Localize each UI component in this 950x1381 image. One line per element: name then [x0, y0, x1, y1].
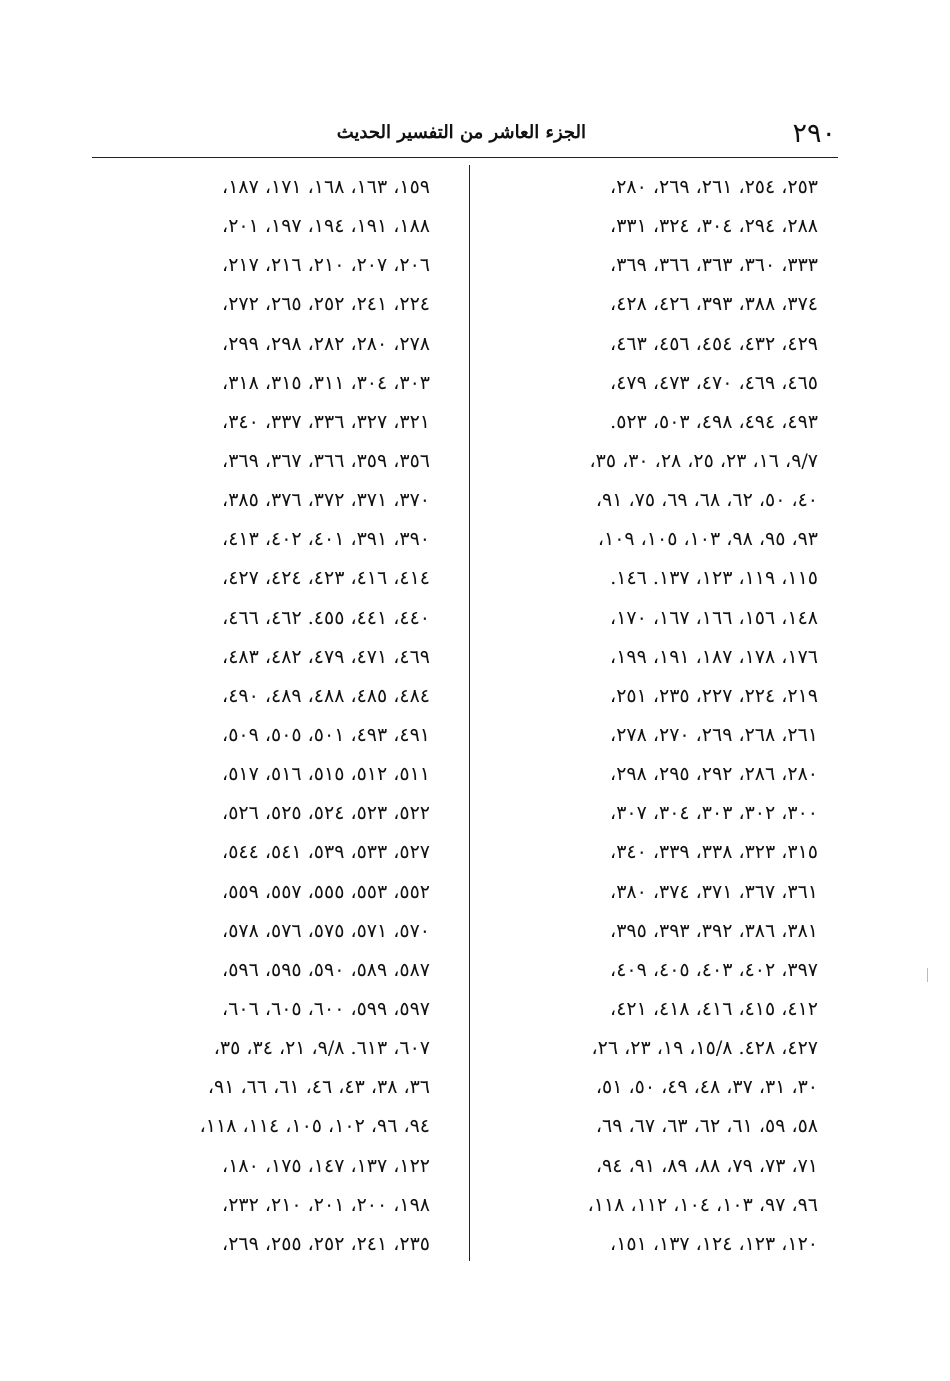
scan-artifact: [927, 968, 928, 982]
index-line: ٤١٤، ٤١٦، ٤٢٣، ٤٢٤، ٤٢٧،: [222, 567, 430, 590]
index-line: ٧١، ٧٣، ٧٩، ٨٨، ٨٩، ٩١، ٩٤،: [595, 1154, 818, 1177]
index-line: ٣٩٧، ٤٠٢، ٤٠٣، ٤٠٥، ٤٠٩،: [610, 958, 818, 981]
index-line: ٢٧٨، ٢٨٠، ٢٨٢، ٢٩٨، ٢٩٩،: [222, 332, 430, 355]
index-line: ٣٨١، ٣٨٦، ٣٩٢، ٣٩٣، ٣٩٥،: [610, 919, 818, 942]
index-line: ٤٦٩، ٤٧١، ٤٧٩، ٤٨٢، ٤٨٣،: [222, 645, 430, 668]
index-line: ٥٧٠، ٥٧١، ٥٧٥، ٥٧٦، ٥٧٨،: [222, 919, 430, 942]
index-line: ٢٦١، ٢٦٨، ٢٦٩، ٢٧٠، ٢٧٨،: [610, 723, 818, 746]
index-line: ٢١٩، ٢٢٤، ٢٢٧، ٢٣٥، ٢٥١،: [610, 684, 818, 707]
index-line: ٥٥٢، ٥٥٣، ٥٥٥، ٥٥٧، ٥٥٩،: [222, 880, 430, 903]
index-line: ٣٣٣، ٣٦٠، ٣٦٣، ٣٦٦، ٣٦٩،: [610, 254, 818, 277]
index-line: ٩٦، ٩٧، ١٠٣، ١٠٤، ١١٢، ١١٨،: [587, 1193, 818, 1216]
index-line: ٤٤٠، ٤٤١، ٤٥٥. ٤٦٢، ٤٦٦،: [222, 606, 430, 629]
index-line: ١٥٩، ١٦٣، ١٦٨، ١٧١، ١٨٧،: [222, 176, 430, 198]
index-line: ١٢٠، ١٢٣، ١٢٤، ١٣٧، ١٥١،: [610, 1232, 818, 1255]
index-line: ٢٢٤، ٢٤١، ٢٥٢، ٢٦٥، ٢٧٢،: [222, 293, 430, 316]
index-line: ٣٠٣، ٣٠٤، ٣١١، ٣١٥، ٣١٨،: [222, 371, 430, 394]
index-line: ١١٥، ١١٩، ١٢٣، ١٣٧. ١٤٦.: [610, 567, 818, 590]
index-line: ٣٩٠، ٣٩١، ٤٠١، ٤٠٢، ٤١٣،: [222, 528, 430, 551]
index-line: ١٢٢، ١٣٧، ١٤٧، ١٧٥، ١٨٠،: [222, 1154, 430, 1177]
index-line: ٣٠، ٣١، ٣٧، ٤٨، ٤٩، ٥٠، ٥١،: [595, 1076, 818, 1099]
index-line: ٥٢٢، ٥٢٣، ٥٢٤، ٥٢٥، ٥٢٦،: [222, 802, 430, 825]
page-header: [92, 118, 836, 152]
index-line: ٤٢٩، ٤٣٢، ٤٥٤، ٤٥٦، ٤٦٣،: [610, 332, 818, 355]
index-line: ٥١١، ٥١٢، ٥١٥، ٥١٦، ٥١٧،: [222, 763, 430, 786]
index-column-left: [90, 168, 430, 1264]
index-line: ٩٤، ٩٦، ١٠٢، ١٠٥، ١١٤، ١١٨،: [199, 1115, 430, 1138]
index-line: ٣٧٠، ٣٧١، ٣٧٢، ٣٧٦، ٣٨٥،: [222, 489, 430, 512]
index-column-right: [478, 168, 818, 1264]
column-divider: [469, 165, 470, 1261]
index-line: ٢٥٣، ٢٥٤، ٢٦١، ٢٦٩، ٢٨٠،: [610, 176, 818, 198]
page-number: ٢٩٠: [792, 118, 836, 149]
index-line: ٣٦١، ٣٦٧، ٣٧١، ٣٧٤، ٣٨٠،: [610, 880, 818, 903]
index-line: ١٤٨، ١٥٦، ١٦٦، ١٦٧، ١٧٠،: [610, 606, 818, 629]
index-line: ٤٩٣، ٤٩٤، ٤٩٨، ٥٠٣، ٥٢٣.: [610, 410, 818, 433]
header-rule: [92, 157, 838, 158]
index-line: ١٩٨، ٢٠٠، ٢٠١، ٢١٠، ٢٣٢،: [222, 1193, 430, 1216]
index-line: ٣١٥، ٣٢٣، ٣٣٨، ٣٣٩، ٣٤٠،: [610, 841, 818, 864]
index-line: ٤٢٧، ٤٢٨. ١٥/٨، ١٩، ٢٣، ٢٦،: [591, 1037, 818, 1060]
index-line: ٢٣٥، ٢٤١، ٢٥٢، ٢٥٥، ٢٦٩،: [222, 1232, 430, 1255]
index-line: ١٨٨، ١٩١، ١٩٤، ١٩٧، ٢٠١،: [222, 215, 430, 238]
index-line: ٤٨٤، ٤٨٥، ٤٨٨، ٤٨٩، ٤٩٠،: [222, 684, 430, 707]
index-line: ٢٨٨، ٢٩٤، ٣٠٤، ٣٢٤، ٣٣١،: [610, 215, 818, 238]
index-line: ٥٩٧، ٥٩٩، ٦٠٠، ٦٠٥، ٦٠٦،: [222, 997, 430, 1020]
index-line: ٤٩١، ٤٩٣، ٥٠١، ٥٠٥، ٥٠٩،: [222, 723, 430, 746]
index-line: ٩٣، ٩٥، ٩٨، ١٠٣، ١٠٥، ١٠٩،: [597, 528, 818, 551]
index-line: ٥٢٧، ٥٣٣، ٥٣٩، ٥٤١، ٥٤٤،: [222, 841, 430, 864]
index-line: ٣٠٠، ٣٠٢، ٣٠٣، ٣٠٤، ٣٠٧،: [610, 802, 818, 825]
index-line: ٣٧٤، ٣٨٨، ٣٩٣، ٤٢٦، ٤٢٨،: [610, 293, 818, 316]
index-line: ٤٦٥، ٤٦٩، ٤٧٠، ٤٧٣، ٤٧٩،: [610, 371, 818, 394]
index-line: ٣٥٦، ٣٥٩، ٣٦٦، ٣٦٧، ٣٦٩،: [222, 449, 430, 472]
index-line: ٥٨٧، ٥٨٩، ٥٩٠، ٥٩٥، ٥٩٦،: [222, 958, 430, 981]
index-line: ٦٠٧، ٦١٣. ٩/٨، ٢١، ٣٤، ٣٥،: [213, 1037, 430, 1060]
index-line: ٤٠، ٥٠، ٦٢، ٦٨، ٦٩، ٧٥، ٩١،: [595, 489, 818, 512]
index-line: ٩/٧، ١٦، ٢٣، ٢٥، ٢٨، ٣٠، ٣٥،: [589, 449, 818, 472]
index-line: ٢٠٦، ٢٠٧، ٢١٠، ٢١٦، ٢١٧،: [222, 254, 430, 277]
index-line: ١٧٦، ١٧٨، ١٨٧، ١٩١، ١٩٩،: [610, 645, 818, 668]
index-line: ٣٦، ٣٨، ٤٣، ٤٦، ٦١، ٦٦، ٩١،: [207, 1076, 430, 1099]
running-title: الجزء العاشر من التفسير الحديث: [336, 122, 586, 143]
index-line: ٥٨، ٥٩، ٦١، ٦٢، ٦٣، ٦٧، ٦٩،: [595, 1115, 818, 1138]
index-line: ٤١٢، ٤١٥، ٤١٦، ٤١٨، ٤٢١،: [610, 997, 818, 1020]
index-line: ٣٢١، ٣٢٧، ٣٣٦، ٣٣٧، ٣٤٠،: [222, 410, 430, 433]
index-line: ٢٨٠، ٢٨٦، ٢٩٢، ٢٩٥، ٢٩٨،: [610, 763, 818, 786]
